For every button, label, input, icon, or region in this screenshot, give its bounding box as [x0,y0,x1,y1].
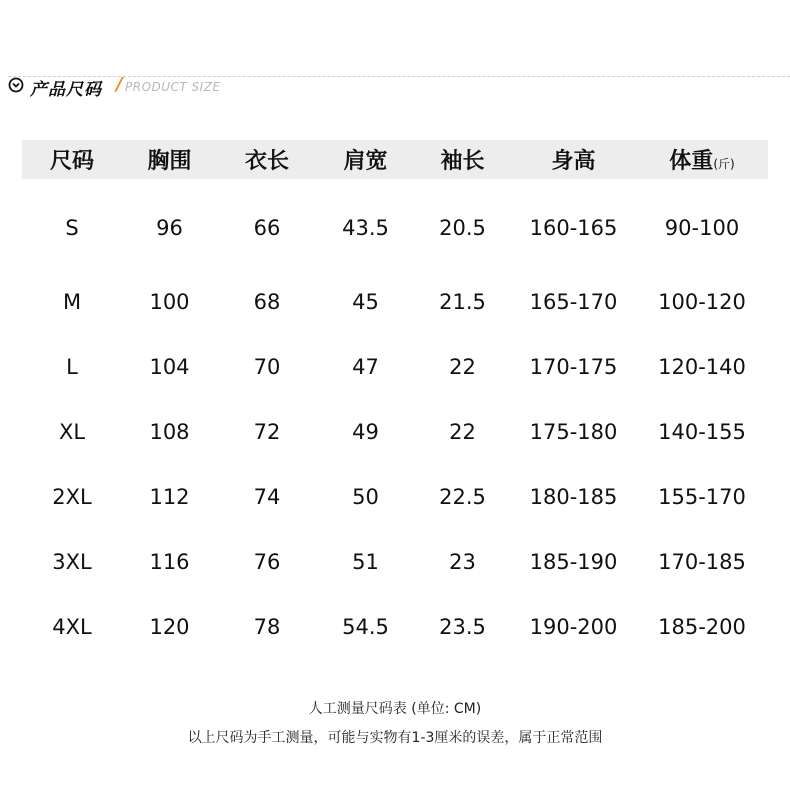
table-row [22,464,768,529]
table-cell: 185-190 [529,549,618,574]
col-header: 肩宽 [343,149,388,174]
table-cell: 4XL [52,614,92,639]
table-cell: 70 [253,354,281,379]
col-header: 袖长 [440,149,485,174]
table-row [22,179,768,269]
table-cell: 20.5 [439,216,486,240]
table-cell: 74 [253,484,281,509]
weight-unit: (斤) [713,157,735,171]
table-cell: 165-170 [529,289,618,314]
table-cell: 112 [149,484,190,509]
table-row [22,269,768,334]
table-row [22,334,768,399]
table-cell: 185-200 [658,614,746,639]
table-cell: 43.5 [342,216,389,240]
col-header: 尺码 [49,149,94,174]
table-cell: 116 [149,549,190,574]
table-cell: 76 [253,549,281,574]
table-cell: 100 [149,289,190,314]
title-separator: / [116,74,123,95]
table-cell: 78 [253,614,281,639]
col-header-weight [636,140,768,179]
table-cell: 22 [449,419,476,444]
table-cell: XL [58,419,86,444]
size-table [22,140,768,659]
table-header-row [22,140,768,179]
table-cell: 108 [149,419,190,444]
table-cell: 49 [352,419,379,444]
section-header [8,72,790,102]
table-cell: 175-180 [529,419,618,444]
table-cell: 160-165 [529,216,618,240]
table-row [22,594,768,659]
col-header: 身高 [551,149,596,174]
circle-arrow-icon [8,77,24,93]
table-cell: 54.5 [342,614,389,639]
table-cell: 190-200 [529,614,618,639]
table-cell: 104 [149,354,190,379]
table-cell: 45 [352,289,379,314]
table-cell: 170-175 [529,354,618,379]
table-cell: S [65,216,79,240]
table-row [22,399,768,464]
table-cell: 2XL [52,484,92,509]
col-header: 衣长 [244,149,289,174]
measurement-note: 人工测量尺码表 (单位: CM) [308,701,482,717]
table-row [22,529,768,594]
table-cell: 22.5 [439,484,486,509]
table-cell: M [62,289,82,314]
table-cell: 66 [253,216,281,240]
col-header-label: 体重 [669,149,714,174]
table-cell: 50 [352,484,379,509]
table-cell: 72 [253,419,281,444]
table-cell: 155-170 [658,484,746,509]
table-cell: 51 [352,549,379,574]
section-subtitle: PRODUCT SIZE [125,80,221,94]
table-cell: 21.5 [439,289,486,314]
table-cell: 96 [156,216,183,240]
table-cell: 120 [149,614,190,639]
table-cell: 90-100 [664,216,740,240]
table-cell: 180-185 [529,484,618,509]
col-header: 胸围 [147,149,192,174]
table-cell: 100-120 [658,289,746,314]
table-cell: 23.5 [439,614,486,639]
section-title: 产品尺码 [30,80,102,100]
header-divider [8,76,790,77]
table-cell: 3XL [52,549,92,574]
table-cell: 22 [449,354,476,379]
disclaimer-note: 以上尺码为手工测量，可能与实物有1-3厘米的误差，属于正常范围 [187,730,603,746]
table-cell: 23 [449,549,476,574]
table-cell: 170-185 [658,549,746,574]
table-cell: 68 [253,289,281,314]
table-cell: 47 [352,354,379,379]
table-cell: L [66,354,78,379]
table-cell: 140-155 [658,419,746,444]
table-cell: 120-140 [658,354,746,379]
